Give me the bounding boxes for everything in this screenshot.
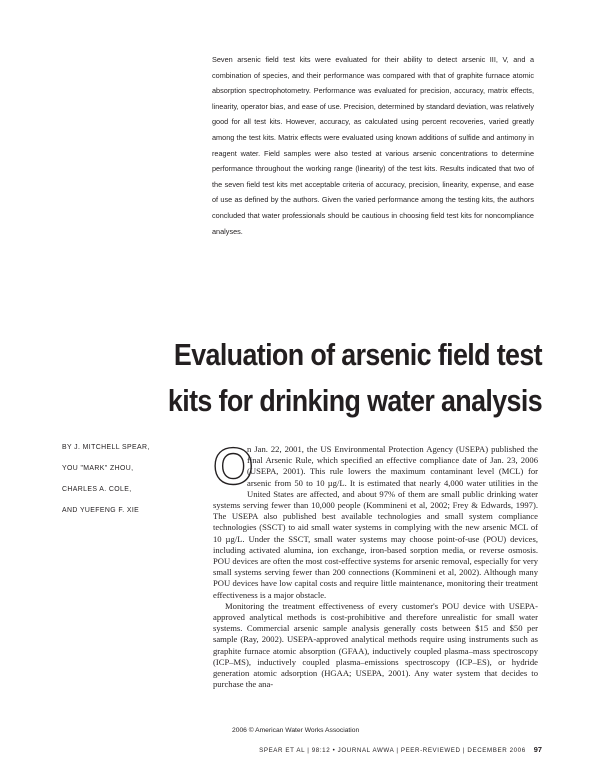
body-paragraph: Monitoring the treatment effectiveness of every customer's POU device with USEPA-approved analytical methods is cost-prohibitive and therefore unrealistic for small water systems. Commercial arsenic sample analysis generally costs between $15 and $50 per sample (Ray, 2002). USEPA-approved analytical methods require using instruments such as graphite furnace atomic absorption (GFAA), inductively coupled plasma–mass spectroscopy (ICP–MS), inductively coupled plasma–emissions spectroscopy (ICP–ES), or hydride generation atomic adsorption (HGAA; USEPA, 2001). Any water system that decides to purchase the ana- xyxy=(213,600,538,690)
body-paragraph xyxy=(213,438,538,601)
page-footer xyxy=(0,745,542,754)
paragraph-text: n Jan. 22, 2001, the US Environmental Protection Agency (USEPA) published the final Arsenic Rule, which specified an effective compliance date of Jan. 23, 2006 (USEPA, 2001). This rule lowers the maximum contaminant level (MCL) for arsenic from 50 to 10 µg/L. It is estimated that nearly 4,000 water utilities in the United States are affected, and about 97% of them are small public drinking water systems serving fewer than 10,000 people (Kommineni et al, 2002; Frey & Edwards, 1997). The USEPA also published best available technologies and small system compliance technologies (SSCT) to aid small water systems in complying with the new arsenic MCL of 10 µg/L. Under the SSCT, small water systems may choose point-of-use (POU) devices, including activated alumina, ion exchange, iron-based sorption media, or reverse osmosis. POU devices are often the most cost-effective systems for arsenic removal, especially for very small systems serving fewer than 200 connections (Kommineni et al, 2002). Although many POU devices have low capital costs and require little maintenance, monitoring their treatment effectiveness is a major obstacle. xyxy=(213,444,538,600)
author-list xyxy=(62,437,202,521)
copyright-notice: 2006 © American Water Works Association xyxy=(232,727,360,734)
author-line: BY J. MITCHELL SPEAR, xyxy=(62,444,150,451)
author-line: YOU "MARK" ZHOU, xyxy=(62,465,134,472)
author-line: AND YUEFENG F. XIE xyxy=(62,507,140,514)
page-number: 97 xyxy=(533,745,542,754)
article-body xyxy=(213,438,538,690)
article-title-line-1: Evaluation of arsenic field test xyxy=(173,338,542,372)
abstract: Seven arsenic field test kits were evaluated for their ability to detect arsenic III, V, and a combination of species, and their performance was compared with that of graphite furnace atomic absorption spectrophotometry. Performance was evaluated for precision, accuracy, matrix effects, linearity, operator bias, and ease of use. Precision, determined by standard deviation, was relatively good for all test kits. However, accuracy, as calculated using percent recoveries, varied greatly among the test kits. Matrix effects were evaluated using known additions of sulfide and antimony in reagent water. Field samples were also tested at various arsenic concentrations to determine performance throughout the working range (linearity) of the test kits. Results indicated that two of the seven field test kits met acceptable criteria of accuracy, precision, linearity, expense, and ease of use as defined by the authors. Given the varied performance among the testing kits, the authors concluded that water professionals should be cautious in choosing field test kits for noncompliance analyses. xyxy=(212,55,534,236)
article-title-line-2: kits for drinking water analysis xyxy=(167,384,542,418)
author-line: CHARLES A. COLE, xyxy=(62,486,132,493)
running-head: SPEAR ET AL | 98:12 • JOURNAL AWWA | PEER-REVIEWED | DECEMBER 2006 xyxy=(259,747,526,754)
drop-cap: O xyxy=(213,438,254,496)
